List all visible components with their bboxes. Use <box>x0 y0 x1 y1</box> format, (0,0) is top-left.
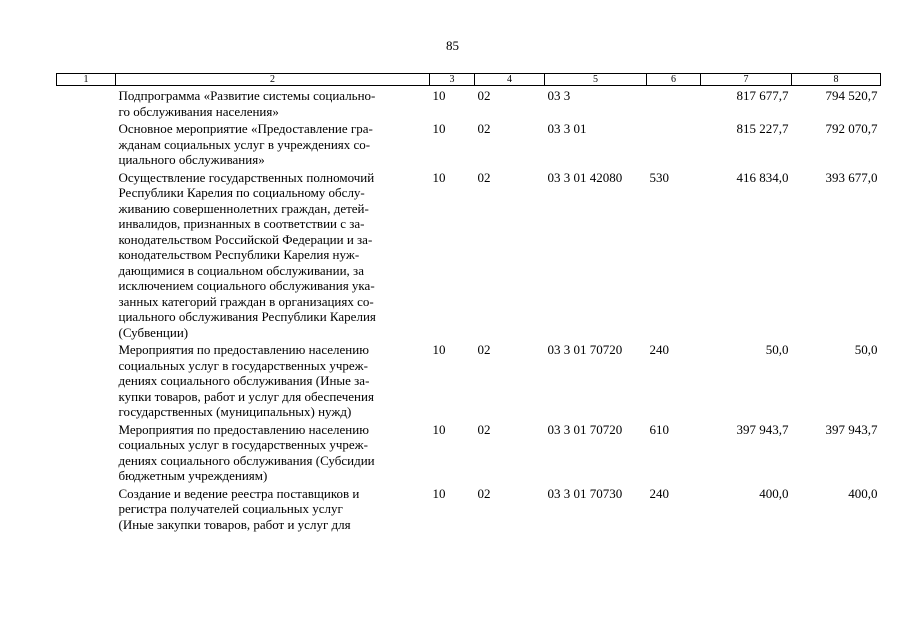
amount-year-2: 50,0 <box>854 342 878 357</box>
description-line: бюджетным учреждениям) <box>118 468 268 483</box>
column-header: 4 <box>475 74 545 86</box>
description-line: (Иные закупки товаров, работ и услуг для <box>118 516 351 532</box>
expense-type-code: 240 <box>649 342 669 357</box>
column-header: 8 <box>792 74 881 86</box>
expense-type-code <box>647 86 701 120</box>
row-description <box>116 86 430 120</box>
subsection-code: 02 <box>477 342 491 357</box>
amount-year-1: 416 834,0 <box>736 169 789 185</box>
description-line: Основное мероприятие «Предоставление гра- <box>118 121 373 136</box>
row-description <box>116 119 430 168</box>
amount-year-1: 50,0 <box>765 342 789 357</box>
amount-year-2: 397 943,7 <box>825 421 878 437</box>
target-article-code: 03 3 01 70720 <box>547 421 623 437</box>
amount-year-1: 397 943,7 <box>736 421 789 437</box>
target-article-code: 03 3 01 42080 <box>547 169 623 185</box>
table-row <box>57 484 881 533</box>
description-line: конодательством Республики Карелия нуж- <box>118 247 360 262</box>
section-code: 10 <box>432 342 446 357</box>
description-line: Создание и ведение реестра поставщиков и <box>118 485 360 501</box>
column-header: 2 <box>116 74 430 86</box>
row-description <box>116 340 430 420</box>
description-line: дениях социального обслуживания (Иные за- <box>118 373 370 388</box>
subsection-code: 02 <box>477 88 491 103</box>
description-line: купки товаров, работ и услуг для обеспечения <box>118 388 374 404</box>
subsection-code: 02 <box>477 421 491 437</box>
description-line: социальных услуг в государственных учреж- <box>118 437 368 452</box>
subsection-code: 02 <box>477 121 491 136</box>
target-article-code: 03 3 01 70730 <box>547 485 623 501</box>
row-cell-empty <box>57 340 116 420</box>
description-line: исключением социального обслуживания ука- <box>118 278 375 293</box>
description-line: Республики Карелия по социальному обслу- <box>118 185 365 200</box>
table-row <box>57 340 881 420</box>
subsection-code: 02 <box>477 169 491 185</box>
description-line: конодательством Российской Федерации и за- <box>118 231 373 247</box>
amount-year-1: 815 227,7 <box>736 121 789 136</box>
section-code: 10 <box>432 485 446 501</box>
expense-type-code: 240 <box>649 485 669 501</box>
row-description <box>116 420 430 484</box>
column-header: 5 <box>545 74 647 86</box>
row-cell-empty <box>57 168 116 341</box>
amount-year-2: 393 677,0 <box>825 169 878 185</box>
row-cell-empty <box>57 484 116 533</box>
expense-type-code: 610 <box>649 421 669 437</box>
section-code: 10 <box>432 169 446 185</box>
description-line: циального обслуживания» <box>118 152 265 167</box>
column-header: 1 <box>57 74 116 86</box>
budget-table <box>56 73 881 532</box>
description-line: Мероприятия по предоставлению населению <box>118 342 369 357</box>
column-number-row <box>57 74 881 86</box>
table-row <box>57 168 881 341</box>
page-number: 85 <box>446 38 459 53</box>
table-row <box>57 119 881 168</box>
column-header: 6 <box>647 74 701 86</box>
amount-year-1: 400,0 <box>759 485 789 501</box>
row-description <box>116 484 430 533</box>
subsection-code: 02 <box>477 485 491 501</box>
row-cell-empty <box>57 86 116 120</box>
section-code: 10 <box>432 88 446 103</box>
description-line: циального обслуживания Республики Карелия <box>118 309 376 324</box>
table-row <box>57 86 881 120</box>
amount-year-2: 792 070,7 <box>825 121 878 136</box>
amount-year-1: 817 677,7 <box>736 88 789 103</box>
table-row <box>57 420 881 484</box>
description-line: дающимися в социальном обслуживании, за <box>118 262 364 278</box>
description-line: жданам социальных услуг в учреждениях со- <box>118 136 371 152</box>
description-line: Подпрограмма «Развитие системы социально- <box>118 88 376 103</box>
description-line: го обслуживания населения» <box>118 103 279 119</box>
row-cell-empty <box>57 420 116 484</box>
description-line: государственных (муниципальных) нужд) <box>118 404 352 419</box>
description-line: инвалидов, признанных в соответствии с за- <box>118 216 365 231</box>
target-article-code: 03 3 01 <box>547 121 587 136</box>
expense-type-code: 530 <box>649 169 669 185</box>
description-line: регистра получателей социальных услуг <box>118 501 343 516</box>
target-article-code: 03 3 <box>547 88 571 103</box>
target-article-code: 03 3 01 70720 <box>547 342 623 357</box>
description-line: Мероприятия по предоставлению населению <box>118 421 369 437</box>
description-line: (Субвенции) <box>118 324 189 340</box>
row-cell-empty <box>57 119 116 168</box>
row-description <box>116 168 430 341</box>
description-line: социальных услуг в государственных учреж- <box>118 357 368 373</box>
description-line: живанию совершеннолетних граждан, детей- <box>118 200 369 216</box>
section-code: 10 <box>432 421 446 437</box>
description-line: дениях социального обслуживания (Субсидии <box>118 452 375 468</box>
section-code: 10 <box>432 121 446 136</box>
amount-year-2: 400,0 <box>848 485 878 501</box>
column-header: 7 <box>701 74 792 86</box>
expense-type-code <box>647 119 701 168</box>
description-line: занных категорий граждан в организациях со- <box>118 293 374 309</box>
description-line: Осуществление государственных полномочий <box>118 169 375 185</box>
column-header: 3 <box>430 74 475 86</box>
amount-year-2: 794 520,7 <box>825 88 878 103</box>
